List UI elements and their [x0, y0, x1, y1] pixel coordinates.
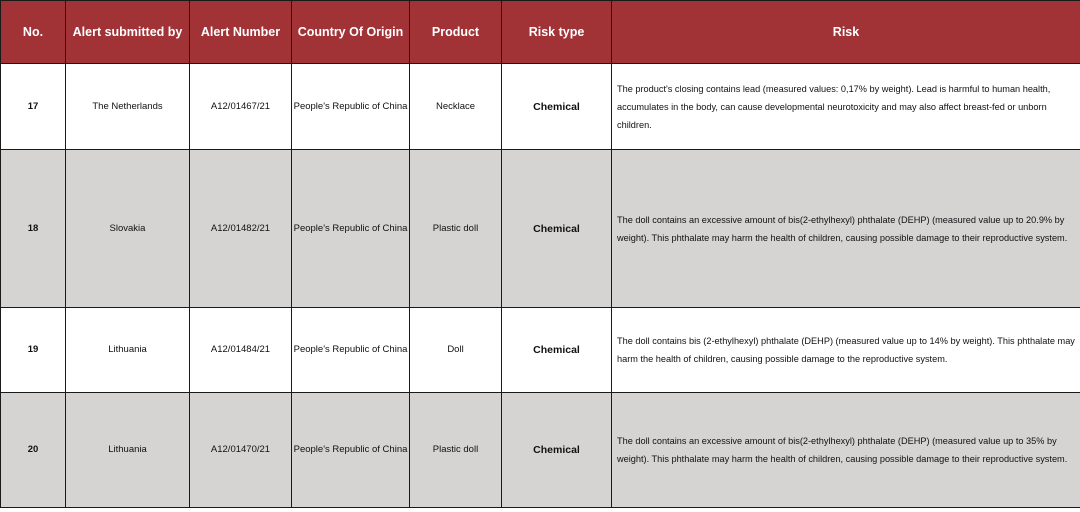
cell-submitted-by: The Netherlands	[66, 64, 190, 150]
cell-risk-type: Chemical	[502, 150, 612, 308]
header-country: Country Of Origin	[292, 1, 410, 64]
header-row	[1, 1, 1080, 64]
table-row	[1, 64, 1080, 150]
header-alert-number: Alert Number	[190, 1, 292, 64]
cell-no: 18	[1, 150, 66, 308]
cell-alert-number: A12/01482/21	[190, 150, 292, 308]
cell-country: People's Republic of China	[292, 393, 410, 508]
table-row	[1, 308, 1080, 393]
cell-alert-number: A12/01467/21	[190, 64, 292, 150]
cell-risk-type: Chemical	[502, 393, 612, 508]
table-row	[1, 393, 1080, 508]
cell-country: People's Republic of China	[292, 308, 410, 393]
cell-product: Plastic doll	[410, 150, 502, 308]
cell-alert-number: A12/01484/21	[190, 308, 292, 393]
cell-no: 17	[1, 64, 66, 150]
cell-country: People's Republic of China	[292, 150, 410, 308]
cell-submitted-by: Lithuania	[66, 393, 190, 508]
header-product: Product	[410, 1, 502, 64]
cell-submitted-by: Lithuania	[66, 308, 190, 393]
cell-risk: The product's closing contains lead (measured values: 0,17% by weight). Lead is harmful to human health, accumulates in the body, can cause developmental neurotoxicity and may also affect breast-fed or unborn children.	[612, 64, 1080, 150]
cell-no: 20	[1, 393, 66, 508]
cell-country: People's Republic of China	[292, 64, 410, 150]
cell-product: Necklace	[410, 64, 502, 150]
cell-risk-type: Chemical	[502, 64, 612, 150]
cell-risk: The doll contains an excessive amount of bis(2-ethylhexyl) phthalate (DEHP) (measured value up to 20.9% by weight). This phthalate may harm the health of children, causing possible damage to their reproductive system.	[612, 150, 1080, 308]
header-no: No.	[1, 1, 66, 64]
cell-risk-type: Chemical	[502, 308, 612, 393]
header-submitted-by: Alert submitted by	[66, 1, 190, 64]
cell-product: Doll	[410, 308, 502, 393]
table-row	[1, 150, 1080, 308]
cell-risk: The doll contains an excessive amount of bis(2-ethylhexyl) phthalate (DEHP) (measured value up to 35% by weight). This phthalate may harm the health of children, causing possible damage to their reproductive system.	[612, 393, 1080, 508]
cell-alert-number: A12/01470/21	[190, 393, 292, 508]
header-risk-type: Risk type	[502, 1, 612, 64]
header-risk: Risk	[612, 1, 1080, 64]
cell-risk: The doll contains bis (2-ethylhexyl) phthalate (DEHP) (measured value up to 14% by weight). This phthalate may harm the health of children, causing possible damage to the reproductive system.	[612, 308, 1080, 393]
cell-product: Plastic doll	[410, 393, 502, 508]
cell-no: 19	[1, 308, 66, 393]
cell-submitted-by: Slovakia	[66, 150, 190, 308]
